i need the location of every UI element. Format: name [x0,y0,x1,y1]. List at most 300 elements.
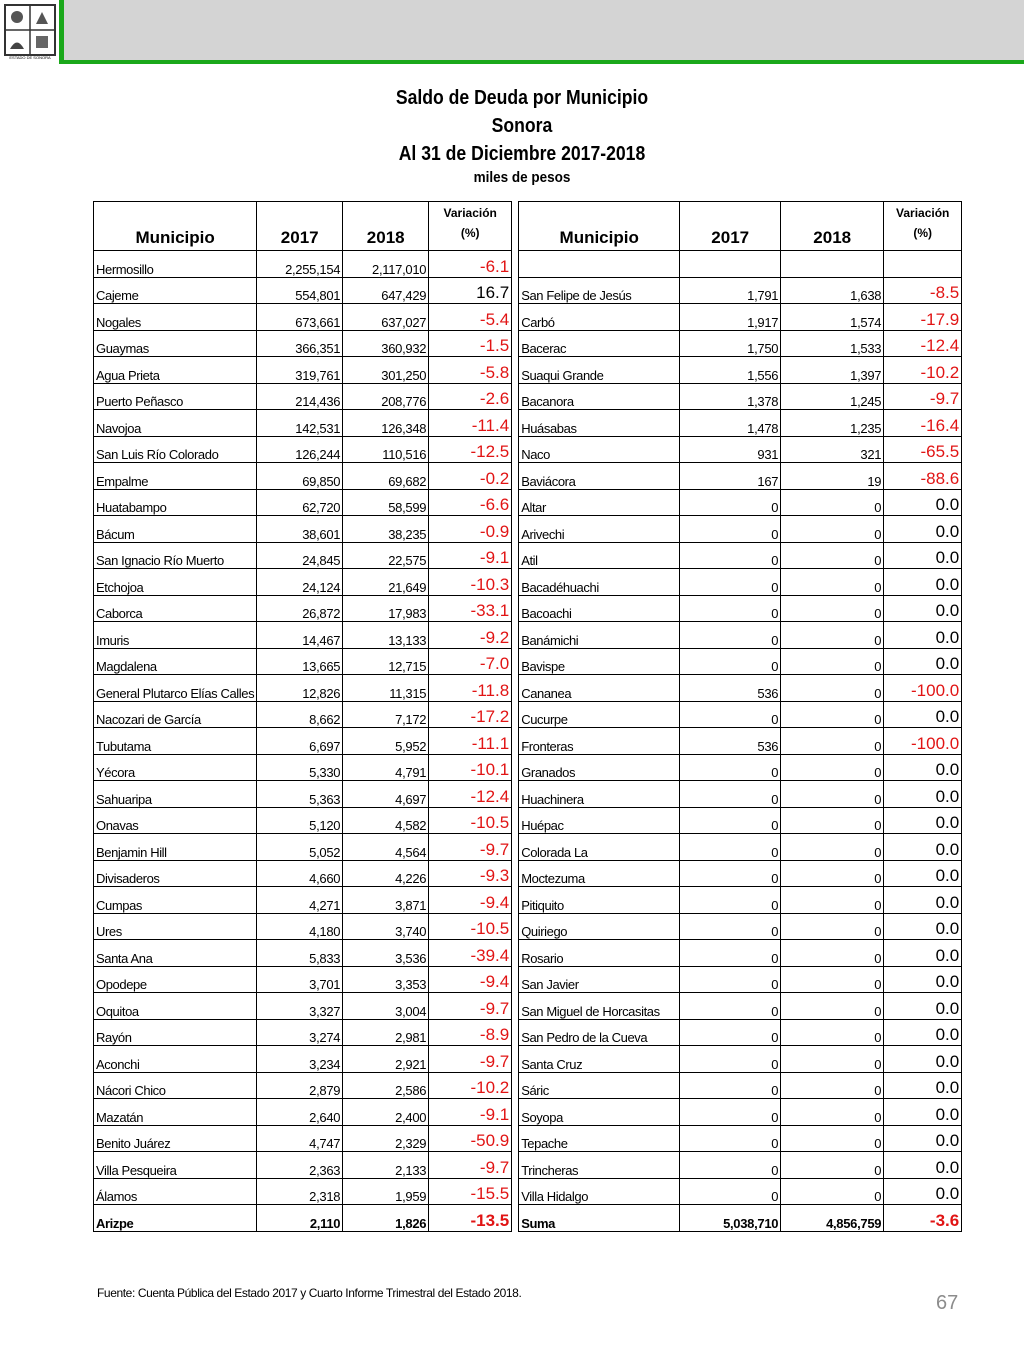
column-gap [512,202,519,251]
right-2018-cell: 0 [781,781,884,808]
header-municipio-right: Municipio [519,202,680,251]
right-2018-cell: 0 [781,940,884,967]
right-municipio-cell: Huépac [519,807,680,834]
table-row [94,1099,962,1126]
right-2018-cell: 0 [781,516,884,543]
left-2017-cell: 5,833 [257,940,343,967]
column-gap [512,1046,519,1073]
column-gap [512,1019,519,1046]
right-2017-cell: 1,791 [680,277,781,304]
right-variacion-cell: 0.0 [884,701,962,728]
right-variacion-cell: 0.0 [884,542,962,569]
left-municipio-cell: Guaymas [94,330,257,357]
column-gap [512,940,519,967]
right-variacion-cell: -10.2 [884,357,962,384]
right-municipio-cell: Banámichi [519,622,680,649]
right-municipio-cell: Rosario [519,940,680,967]
left-municipio-cell: Caborca [94,595,257,622]
right-variacion-cell: 0.0 [884,887,962,914]
left-2017-cell: 6,697 [257,728,343,755]
table-row [94,754,962,781]
right-variacion-cell: -65.5 [884,436,962,463]
right-2018-cell: 0 [781,1046,884,1073]
right-2018-cell: 19 [781,463,884,490]
left-municipio-cell: Yécora [94,754,257,781]
left-2018-cell: 3,536 [343,940,429,967]
column-gap [512,1205,519,1232]
column-gap [512,357,519,384]
right-2017-cell [680,251,781,278]
table-row [94,516,962,543]
left-2018-cell: 3,004 [343,993,429,1020]
right-variacion-cell: 0.0 [884,860,962,887]
column-gap [512,675,519,702]
right-2017-cell: 0 [680,1152,781,1179]
left-municipio-cell: Nacozari de García [94,701,257,728]
right-municipio-cell: Carbó [519,304,680,331]
right-municipio-cell: San Felipe de Jesús [519,277,680,304]
left-2018-cell: 360,932 [343,330,429,357]
table-row [94,330,962,357]
right-variacion-cell: 0.0 [884,940,962,967]
right-municipio-cell: Suma [519,1205,680,1232]
right-2017-cell: 1,917 [680,304,781,331]
right-municipio-cell: Huásabas [519,410,680,437]
column-gap [512,622,519,649]
left-2017-cell: 38,601 [257,516,343,543]
header-bar [0,0,1024,64]
right-municipio-cell: Bacanora [519,383,680,410]
right-variacion-cell: -9.7 [884,383,962,410]
left-municipio-cell: Imuris [94,622,257,649]
header-variacion-right [884,202,962,251]
right-2017-cell: 0 [680,993,781,1020]
right-2017-cell: 0 [680,754,781,781]
column-gap [512,251,519,278]
right-2018-cell: 1,574 [781,304,884,331]
right-2018-cell: 0 [781,1019,884,1046]
source-footnote: Fuente: Cuenta Pública del Estado 2017 y Cuarto Informe Trimestral del Estado 2018. [97,1286,522,1300]
table-row [94,860,962,887]
left-2018-cell: 647,429 [343,277,429,304]
right-2017-cell: 0 [680,1099,781,1126]
table-row [94,251,962,278]
column-gap [512,993,519,1020]
left-variacion-cell: -9.7 [429,993,512,1020]
right-2018-cell: 0 [781,860,884,887]
left-municipio-cell: Santa Ana [94,940,257,967]
right-2018-cell: 0 [781,834,884,861]
left-municipio-cell: Ures [94,913,257,940]
left-municipio-cell: Cumpas [94,887,257,914]
left-municipio-cell: Benito Juárez [94,1125,257,1152]
table-row [94,304,962,331]
seal-text: ESTADO DE SONORA [9,55,51,60]
right-2017-cell: 0 [680,940,781,967]
left-2018-cell: 13,133 [343,622,429,649]
left-2018-cell: 3,740 [343,913,429,940]
right-municipio-cell: Baviácora [519,463,680,490]
right-variacion-cell: 0.0 [884,1046,962,1073]
right-2018-cell: 0 [781,807,884,834]
right-2017-cell: 0 [680,887,781,914]
left-variacion-cell: -6.1 [429,251,512,278]
right-variacion-cell: 0.0 [884,1072,962,1099]
table-row [94,595,962,622]
right-municipio-cell: Colorada La [519,834,680,861]
left-variacion-cell: -6.6 [429,489,512,516]
right-municipio-cell: San Javier [519,966,680,993]
right-variacion-cell: 0.0 [884,595,962,622]
header-variacion-left [429,202,512,251]
right-2017-cell: 0 [680,1072,781,1099]
left-2018-cell: 38,235 [343,516,429,543]
left-municipio-cell: Sahuaripa [94,781,257,808]
left-2018-cell: 301,250 [343,357,429,384]
right-2018-cell: 0 [781,754,884,781]
column-gap [512,1099,519,1126]
left-2017-cell: 2,640 [257,1099,343,1126]
left-2017-cell: 366,351 [257,330,343,357]
left-2018-cell: 7,172 [343,701,429,728]
left-2018-cell: 2,981 [343,1019,429,1046]
right-municipio-cell: Bacoachi [519,595,680,622]
left-2018-cell: 110,516 [343,436,429,463]
left-2018-cell: 5,952 [343,728,429,755]
table-row [94,1072,962,1099]
left-variacion-cell: -1.5 [429,330,512,357]
right-2017-cell: 5,038,710 [680,1205,781,1232]
table-row [94,542,962,569]
table-row [94,993,962,1020]
left-2017-cell: 5,363 [257,781,343,808]
table-row [94,807,962,834]
left-variacion-cell: -39.4 [429,940,512,967]
right-2017-cell: 536 [680,675,781,702]
left-variacion-cell: -9.1 [429,542,512,569]
column-gap [512,595,519,622]
right-2018-cell: 321 [781,436,884,463]
right-2017-cell: 1,556 [680,357,781,384]
left-municipio-cell: Cajeme [94,277,257,304]
right-2018-cell: 0 [781,1072,884,1099]
column-gap [512,410,519,437]
right-2017-cell: 536 [680,728,781,755]
left-municipio-cell: Huatabampo [94,489,257,516]
right-2017-cell: 0 [680,913,781,940]
right-2018-cell: 0 [781,966,884,993]
left-2017-cell: 673,661 [257,304,343,331]
right-2018-cell: 0 [781,569,884,596]
left-variacion-cell: -12.4 [429,781,512,808]
right-2017-cell: 0 [680,1019,781,1046]
right-2018-cell: 0 [781,622,884,649]
right-2017-cell: 0 [680,622,781,649]
header-row [94,202,962,251]
right-municipio-cell: Suaqui Grande [519,357,680,384]
column-gap [512,436,519,463]
left-variacion-cell: -10.5 [429,807,512,834]
right-2018-cell: 0 [781,595,884,622]
left-2017-cell: 5,120 [257,807,343,834]
left-municipio-cell: Benjamin Hill [94,834,257,861]
right-municipio-cell: Bacadéhuachi [519,569,680,596]
right-municipio-cell: Soyopa [519,1099,680,1126]
header-variacion-label: Variación [896,206,950,220]
column-gap [512,304,519,331]
right-municipio-cell: Trincheras [519,1152,680,1179]
left-2018-cell: 58,599 [343,489,429,516]
right-municipio-cell: Quiriego [519,913,680,940]
left-municipio-cell: Magdalena [94,648,257,675]
left-2018-cell: 11,315 [343,675,429,702]
right-variacion-cell: 0.0 [884,913,962,940]
right-2018-cell: 0 [781,675,884,702]
table-row [94,913,962,940]
left-2017-cell: 14,467 [257,622,343,649]
right-municipio-cell: San Pedro de la Cueva [519,1019,680,1046]
left-2017-cell: 3,274 [257,1019,343,1046]
left-municipio-cell: San Ignacio Río Muerto [94,542,257,569]
table-row [94,357,962,384]
left-2018-cell: 4,697 [343,781,429,808]
right-variacion-cell: -100.0 [884,728,962,755]
right-municipio-cell: San Miguel de Horcasitas [519,993,680,1020]
left-municipio-cell: Empalme [94,463,257,490]
left-2018-cell: 2,921 [343,1046,429,1073]
left-variacion-cell: -9.7 [429,1152,512,1179]
left-2018-cell: 2,117,010 [343,251,429,278]
table-row [94,940,962,967]
left-2017-cell: 319,761 [257,357,343,384]
right-municipio-cell: Cananea [519,675,680,702]
right-variacion-cell: 0.0 [884,781,962,808]
right-variacion-cell: 0.0 [884,569,962,596]
left-2017-cell: 2,255,154 [257,251,343,278]
table-row [94,277,962,304]
debt-table [93,201,962,1232]
left-2017-cell: 8,662 [257,701,343,728]
right-2017-cell: 0 [680,1046,781,1073]
left-variacion-cell: -2.6 [429,383,512,410]
left-2017-cell: 2,879 [257,1072,343,1099]
right-variacion-cell: -17.9 [884,304,962,331]
left-2017-cell: 4,271 [257,887,343,914]
header-2017-left: 2017 [257,202,343,251]
right-2017-cell: 0 [680,966,781,993]
right-2018-cell: 4,856,759 [781,1205,884,1232]
column-gap [512,516,519,543]
column-gap [512,1178,519,1205]
left-2017-cell: 126,244 [257,436,343,463]
left-2017-cell: 214,436 [257,383,343,410]
right-municipio-cell: Granados [519,754,680,781]
left-variacion-cell: -33.1 [429,595,512,622]
right-2018-cell: 0 [781,993,884,1020]
right-2018-cell: 1,245 [781,383,884,410]
column-gap [512,277,519,304]
left-municipio-cell: Etchojoa [94,569,257,596]
header-2017-right: 2017 [680,202,781,251]
right-2017-cell: 0 [680,595,781,622]
left-municipio-cell: Divisaderos [94,860,257,887]
left-2018-cell: 12,715 [343,648,429,675]
column-gap [512,966,519,993]
left-2018-cell: 2,329 [343,1125,429,1152]
left-municipio-cell: Puerto Peñasco [94,383,257,410]
table-row [94,1205,962,1232]
left-variacion-cell: -0.9 [429,516,512,543]
left-variacion-cell: -50.9 [429,1125,512,1152]
right-2017-cell: 0 [680,807,781,834]
right-variacion-cell: 0.0 [884,1178,962,1205]
left-2017-cell: 24,845 [257,542,343,569]
left-variacion-cell: -10.5 [429,913,512,940]
left-2018-cell: 2,133 [343,1152,429,1179]
left-variacion-cell: -11.4 [429,410,512,437]
left-variacion-cell: -13.5 [429,1205,512,1232]
right-municipio-cell: Atil [519,542,680,569]
left-2017-cell: 2,110 [257,1205,343,1232]
table-row [94,887,962,914]
state-seal-icon [4,4,56,60]
left-variacion-cell: -9.7 [429,834,512,861]
right-2017-cell: 0 [680,860,781,887]
right-2018-cell: 0 [781,1125,884,1152]
right-municipio-cell: Villa Hidalgo [519,1178,680,1205]
left-2018-cell: 1,959 [343,1178,429,1205]
right-2017-cell: 0 [680,834,781,861]
left-2017-cell: 4,660 [257,860,343,887]
table-row [94,383,962,410]
right-variacion-cell: 0.0 [884,1019,962,1046]
right-municipio-cell: Tepache [519,1125,680,1152]
left-municipio-cell: Hermosillo [94,251,257,278]
right-variacion-cell: 0.0 [884,1152,962,1179]
table-row [94,1019,962,1046]
left-municipio-cell: General Plutarco Elías Calles [94,675,257,702]
right-2017-cell: 0 [680,489,781,516]
table-row [94,648,962,675]
left-2018-cell: 21,649 [343,569,429,596]
right-2018-cell: 1,235 [781,410,884,437]
left-variacion-cell: -5.8 [429,357,512,384]
right-municipio-cell: Santa Cruz [519,1046,680,1073]
left-2018-cell: 22,575 [343,542,429,569]
column-gap [512,728,519,755]
right-2018-cell: 0 [781,1178,884,1205]
left-variacion-cell: -9.4 [429,887,512,914]
right-2017-cell: 0 [680,648,781,675]
right-2018-cell: 0 [781,1152,884,1179]
right-2018-cell: 1,638 [781,277,884,304]
left-municipio-cell: Nogales [94,304,257,331]
left-variacion-cell: -10.3 [429,569,512,596]
left-2018-cell: 3,353 [343,966,429,993]
left-2017-cell: 3,327 [257,993,343,1020]
right-2017-cell: 931 [680,436,781,463]
header-variacion-label: Variación [443,206,497,220]
right-2018-cell: 1,397 [781,357,884,384]
left-2017-cell: 554,801 [257,277,343,304]
right-municipio-cell: Sáric [519,1072,680,1099]
right-2018-cell: 0 [781,913,884,940]
table-row [94,675,962,702]
column-gap [512,330,519,357]
table-row [94,569,962,596]
title-line-1: Saldo de Deuda por Municipio [395,87,649,109]
right-variacion-cell: 0.0 [884,834,962,861]
right-2018-cell: 0 [781,1099,884,1126]
table-row [94,436,962,463]
column-gap [512,860,519,887]
left-variacion-cell: -11.1 [429,728,512,755]
header-pct-label: (%) [460,226,480,240]
title-line-3: Al 31 de Diciembre 2017-2018 [398,143,646,165]
left-variacion-cell: -11.8 [429,675,512,702]
left-2018-cell: 126,348 [343,410,429,437]
left-2018-cell: 4,582 [343,807,429,834]
left-variacion-cell: -9.2 [429,622,512,649]
left-variacion-cell: -0.2 [429,463,512,490]
table-row [94,1178,962,1205]
header-pct-label: (%) [913,226,933,240]
left-variacion-cell: -9.1 [429,1099,512,1126]
column-gap [512,781,519,808]
left-2018-cell: 2,400 [343,1099,429,1126]
left-variacion-cell: -9.3 [429,860,512,887]
right-municipio-cell: Naco [519,436,680,463]
right-2018-cell: 0 [781,648,884,675]
right-variacion-cell: -16.4 [884,410,962,437]
right-2017-cell: 0 [680,781,781,808]
left-municipio-cell: Arizpe [94,1205,257,1232]
right-variacion-cell: 0.0 [884,993,962,1020]
right-2017-cell: 0 [680,516,781,543]
column-gap [512,463,519,490]
right-municipio-cell: Moctezuma [519,860,680,887]
table-row [94,781,962,808]
table-row [94,463,962,490]
table-row [94,728,962,755]
right-variacion-cell: -100.0 [884,675,962,702]
left-2018-cell: 637,027 [343,304,429,331]
column-gap [512,913,519,940]
left-2017-cell: 2,363 [257,1152,343,1179]
right-2017-cell: 1,750 [680,330,781,357]
left-variacion-cell: -8.9 [429,1019,512,1046]
left-variacion-cell: -10.1 [429,754,512,781]
title-line-2: Sonora [491,115,553,137]
left-2018-cell: 1,826 [343,1205,429,1232]
left-2018-cell: 4,564 [343,834,429,861]
logo [0,0,64,64]
column-gap [512,834,519,861]
left-variacion-cell: -7.0 [429,648,512,675]
right-municipio-cell: Arivechi [519,516,680,543]
page-number: 67 [936,1292,959,1314]
right-2018-cell: 0 [781,542,884,569]
right-variacion-cell: 0.0 [884,489,962,516]
right-municipio-cell: Bavispe [519,648,680,675]
left-municipio-cell: Villa Pesqueira [94,1152,257,1179]
right-variacion-cell: 0.0 [884,1099,962,1126]
left-2018-cell: 4,226 [343,860,429,887]
right-municipio-cell: Bacerac [519,330,680,357]
header-2018-left: 2018 [343,202,429,251]
report-title [0,84,1024,188]
right-variacion-cell: -88.6 [884,463,962,490]
